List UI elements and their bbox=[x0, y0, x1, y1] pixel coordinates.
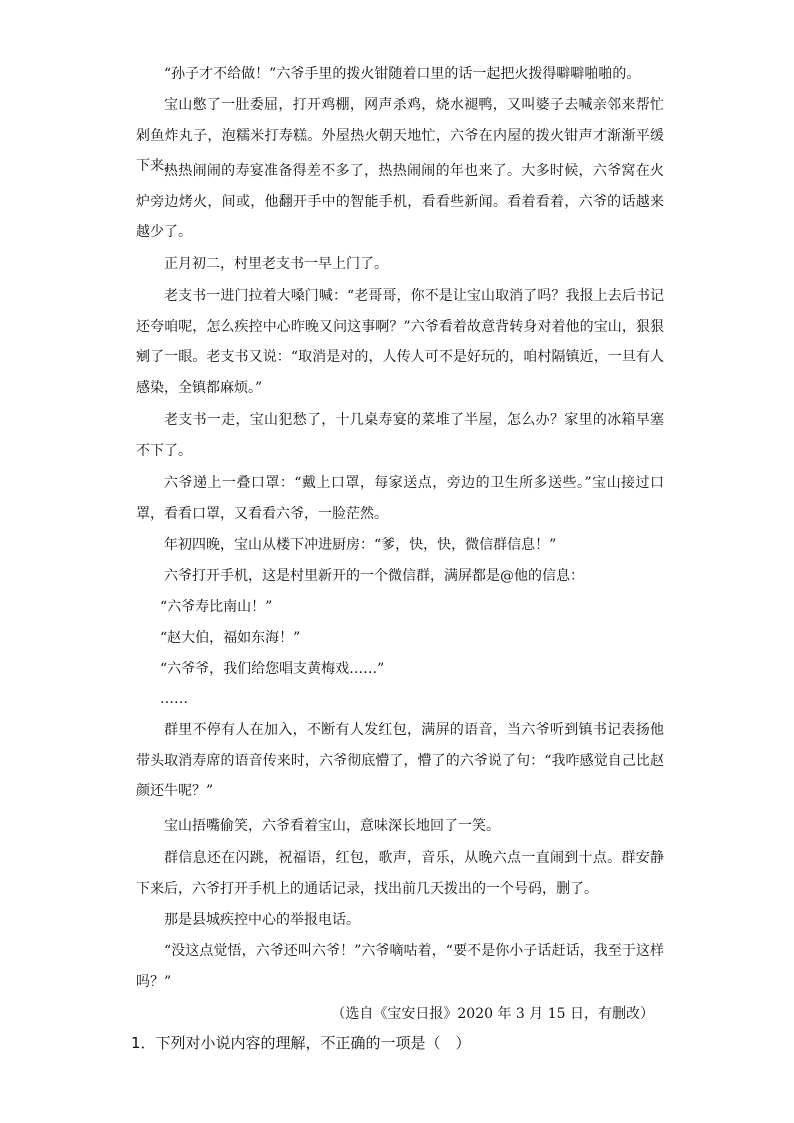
paragraph-1: “孙子才不给做！”六爷手里的拨火钳随着口里的话一起把火拨得噼噼啪啪的。 bbox=[164, 66, 641, 82]
paragraph-8: 年初四晚，宝山从楼下冲进厨房：“爹，快，快，微信群信息！” bbox=[164, 537, 557, 553]
paragraph-12: “六爷爷，我们给您唱支黄梅戏……” bbox=[160, 661, 385, 677]
paragraph-3: 热热闹闹的寿宴准备得差不多了，热热闹闹的年也来了。大多时候，六爷窝在火炉旁边烤火，间或，他翻开手中的智能手机，看看些新闻。看着看着，六爷的话越来越少了。 bbox=[136, 163, 664, 240]
paragraph-7: 六爷递上一叠口罩：“戴上口罩，每家送点，旁边的卫生所多送些。”宝山接过口罩，看看口罩，又看看六爷，一脸茫然。 bbox=[136, 475, 664, 522]
question-1: 1．下列对小说内容的理解，不正确的一项是（ ） bbox=[131, 1034, 471, 1052]
paragraph-13: …… bbox=[160, 691, 188, 707]
paragraph-11: “赵大伯，福如东海！” bbox=[160, 630, 301, 646]
paragraph-14: 群里不停有人在加入，不断有人发红包，满屏的语音，当六爷听到镇书记表扬他带头取消寿席的语音传来时，六爷彻底懵了，懵了的六爷说了句：“我咋感觉自己比赵颜还牛呢？” bbox=[136, 722, 664, 799]
paragraph-18: “没这点觉悟，六爷还叫六爷！”六爷嘀咕着，“要不是你小子话赶话，我至于这样吗？” bbox=[136, 943, 664, 990]
paragraph-2: 宝山憋了一肚委屈，打开鸡棚，网声杀鸡，烧水褪鸭，又叫婆子去喊亲邻来帮忙剁鱼炸丸子，泡糯米打寿糕。外屋热火朝天地忙，六爷在内屋的拨火钳声才渐渐平缓下来。 bbox=[136, 97, 664, 174]
paragraph-16: 群信息还在闪跳，祝福语，红包，歌声，音乐，从晚六点一直闹到十点。群安静下来后，六爷打开手机上的通话记录，找出前几天拨出的一个号码，删了。 bbox=[136, 850, 664, 897]
paragraph-4: 正月初二，村里老支书一早上门了。 bbox=[164, 256, 388, 272]
source-citation: （选自《宝安日报》2020 年 3 月 15 日，有删改） bbox=[331, 1006, 654, 1022]
paragraph-5: 老支书一进门拉着大嗓门喊：“老哥哥，你不是让宝山取消了吗？我报上去后书记还夸咱呢，怎么疾控中心昨晚又问这事啊？”六爷看着故意背转身对着他的宝山，狠狠剜了一眼。老支书又说：“取消是对的，人传人可不是好玩的，咱村隔镇近，一旦有人感染，全镇都麻烦。” bbox=[136, 288, 664, 396]
paragraph-6: 老支书一走，宝山犯愁了，十几桌寿宴的菜堆了半屋，怎么办？家里的冰箱早塞不下了。 bbox=[136, 412, 664, 459]
paragraph-17: 那是县城疾控中心的举报电话。 bbox=[164, 912, 360, 928]
paragraph-9: 六爷打开手机，这是村里新开的一个微信群，满屏都是@他的信息： bbox=[164, 568, 584, 584]
paragraph-10: “六爷寿比南山！” bbox=[160, 599, 273, 615]
paragraph-15: 宝山捂嘴偷笑，六爷看着宝山，意味深长地回了一笑。 bbox=[164, 818, 500, 834]
